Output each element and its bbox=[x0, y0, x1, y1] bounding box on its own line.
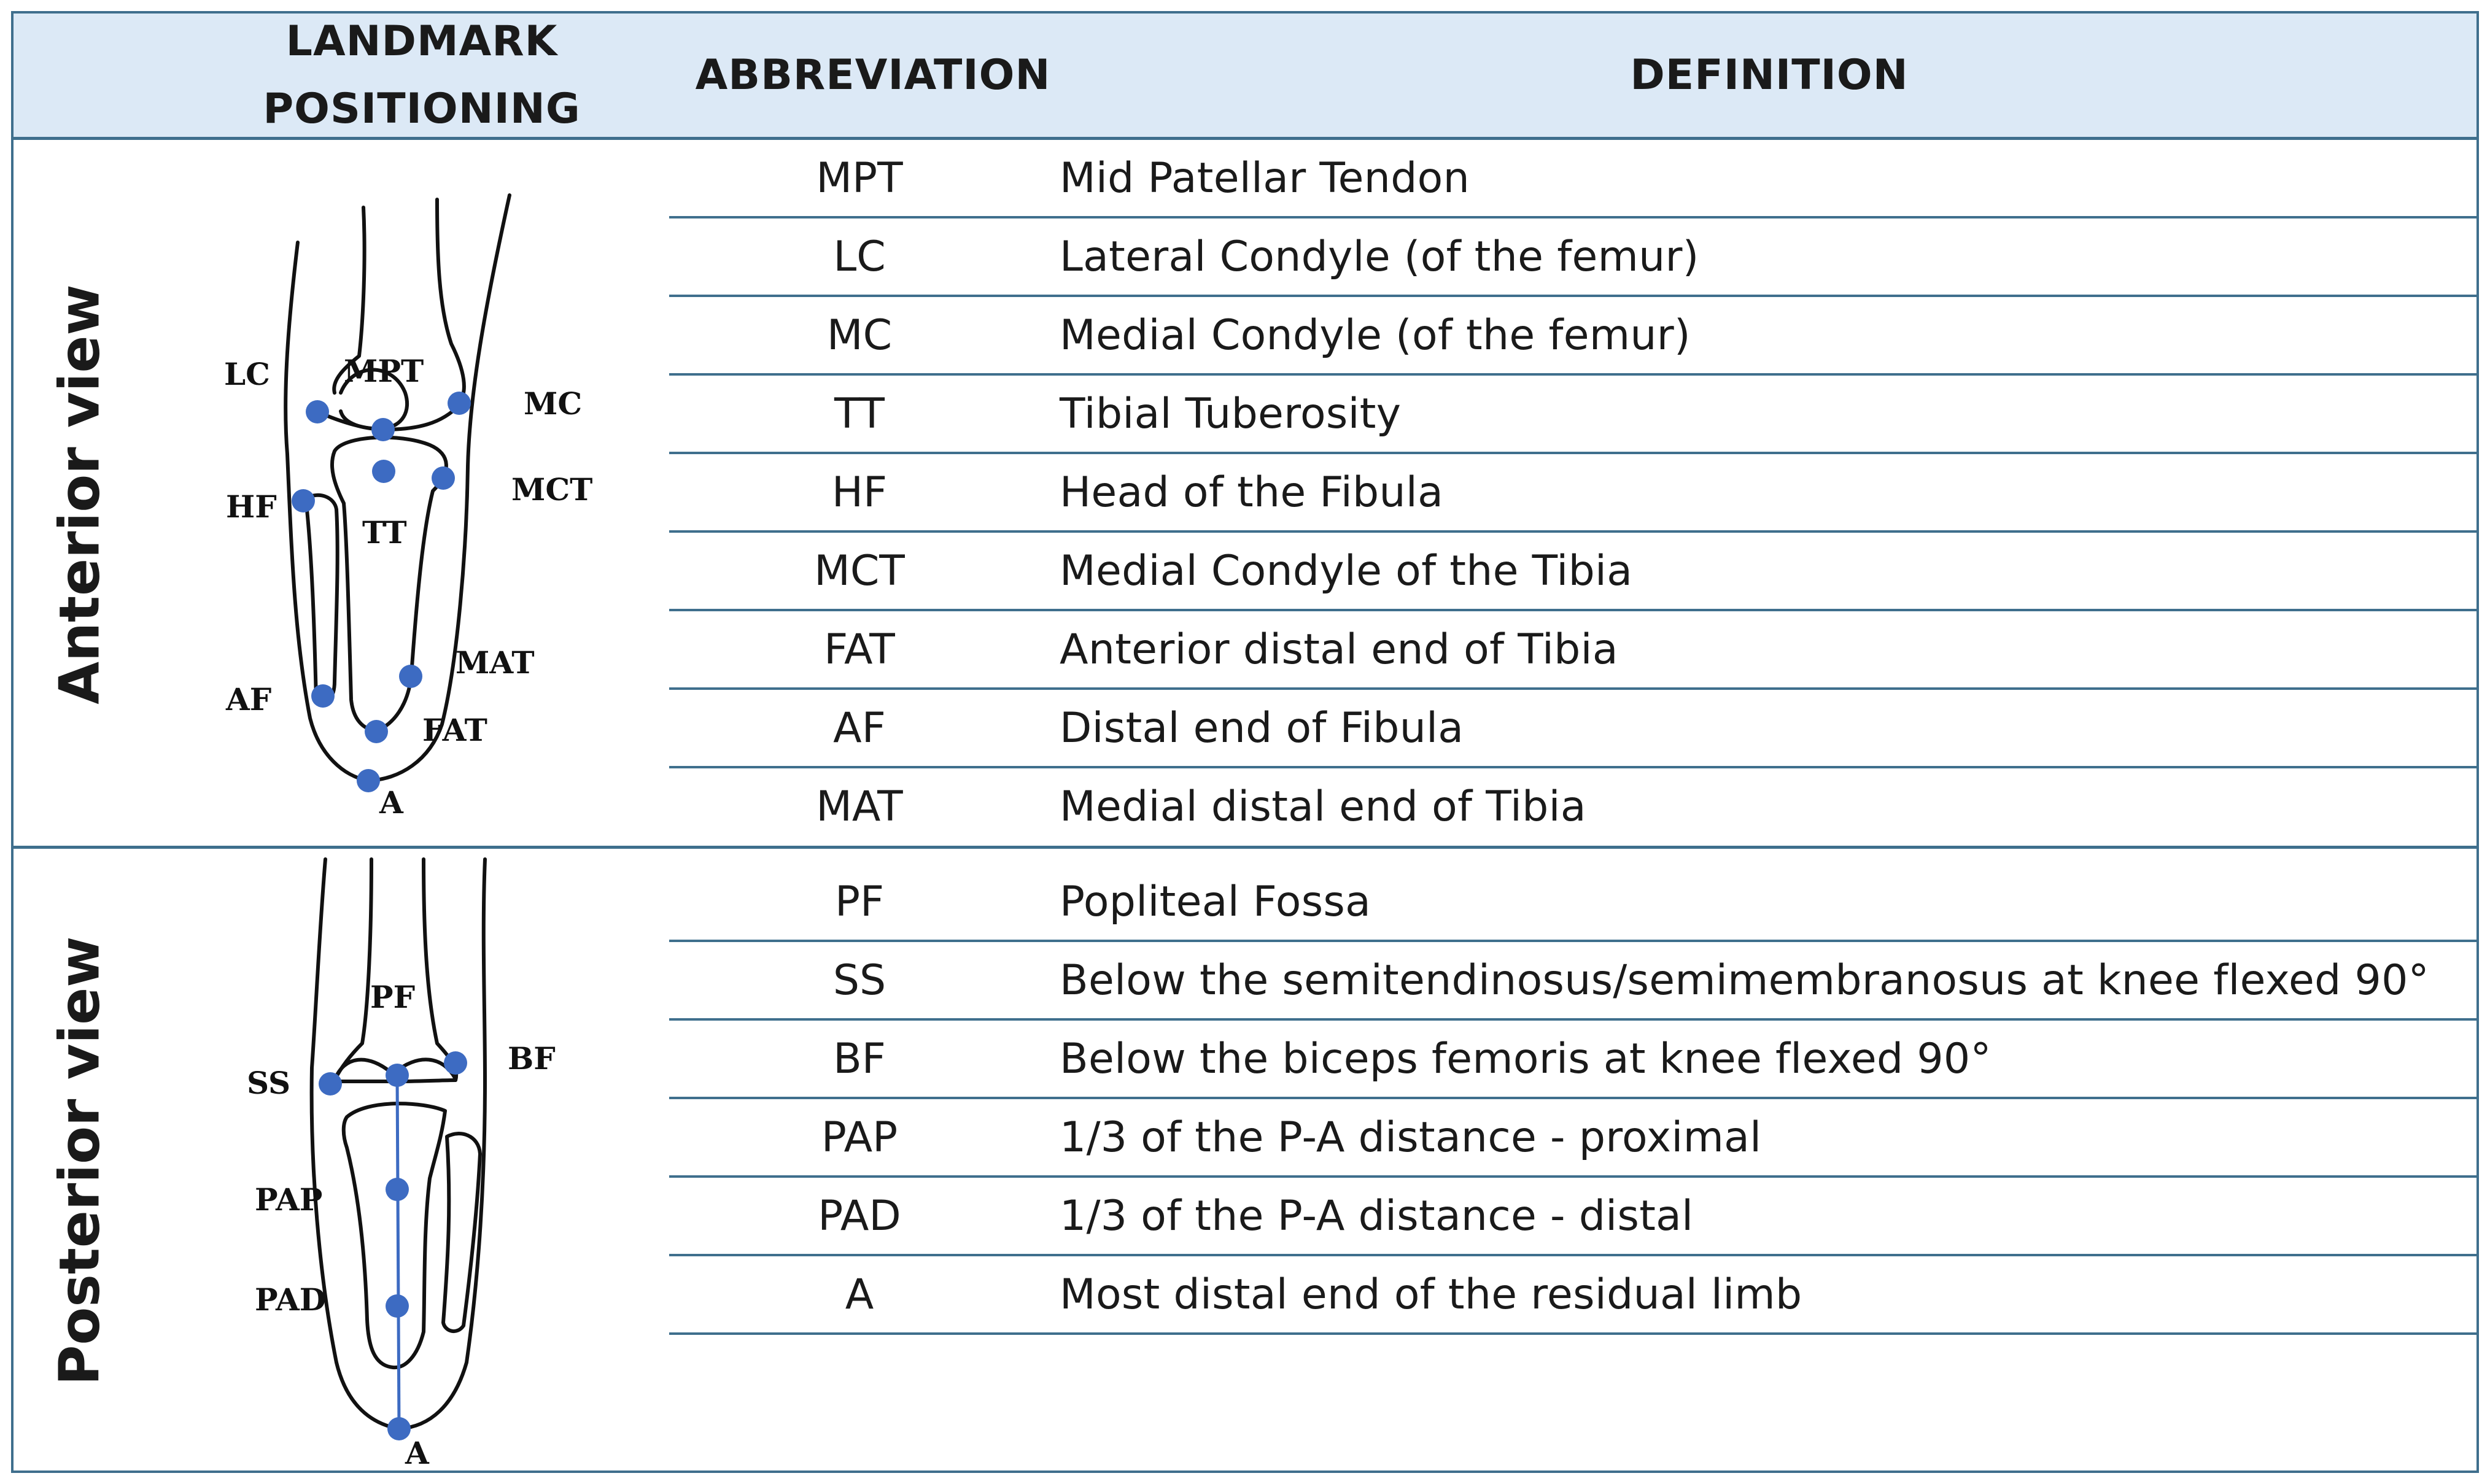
row-abbreviation: MCT bbox=[814, 546, 905, 595]
row-definition: Anterior distal end of Tibia bbox=[1060, 625, 1618, 674]
landmark-dot-ss bbox=[319, 1072, 342, 1096]
label-fat: FAT bbox=[422, 712, 487, 748]
posterior-view-text: Posterior view bbox=[47, 936, 112, 1386]
label-a-anterior: A bbox=[379, 784, 403, 821]
fibula-outline bbox=[306, 495, 338, 702]
landmark-dot-pf bbox=[386, 1064, 409, 1087]
femur-medial-line bbox=[437, 199, 464, 405]
row-abbreviation: LC bbox=[833, 232, 886, 281]
posterior-femur-line-1 bbox=[335, 859, 371, 1080]
landmark-dot-hf bbox=[292, 489, 315, 512]
posterior-diagram bbox=[247, 859, 556, 1471]
header-definition: DEFINITION bbox=[1630, 50, 1909, 99]
row-abbreviation: FAT bbox=[824, 625, 895, 674]
row-abbreviation: SS bbox=[832, 956, 886, 1005]
table-row bbox=[669, 1021, 2476, 1099]
row-abbreviation: A bbox=[845, 1270, 874, 1319]
label-pad: PAD bbox=[255, 1281, 327, 1318]
table-row bbox=[669, 140, 2476, 218]
landmark-dot-mpt bbox=[371, 418, 395, 441]
posterior-femur-line-2 bbox=[424, 859, 456, 1080]
label-af: AF bbox=[226, 681, 272, 717]
row-definition: Medial Condyle of the Tibia bbox=[1060, 546, 1633, 595]
landmark-dot-fat bbox=[365, 720, 388, 743]
row-abbreviation: MPT bbox=[816, 153, 903, 203]
row-abbreviation: PF bbox=[834, 877, 885, 926]
row-definition: Below the semitendinosus/semimembranosus at knee flexed 90° bbox=[1060, 956, 2429, 1005]
label-a-posterior: A bbox=[405, 1435, 429, 1471]
row-definition: 1/3 of the P-A distance - proximal bbox=[1060, 1113, 1762, 1162]
table-row bbox=[669, 690, 2476, 768]
table-row bbox=[669, 1178, 2476, 1256]
table-row bbox=[669, 1099, 2476, 1178]
table-row bbox=[669, 864, 2476, 942]
landmark-dot-tt bbox=[372, 460, 395, 483]
label-pap: PAP bbox=[255, 1181, 323, 1218]
table-row bbox=[669, 218, 2476, 297]
label-bf: BF bbox=[508, 1040, 556, 1076]
row-abbreviation: TT bbox=[834, 389, 885, 438]
anterior-view-text: Anterior view bbox=[47, 284, 112, 705]
table-row bbox=[669, 297, 2476, 376]
posterior-tibia-outline bbox=[344, 1103, 445, 1367]
label-pf: PF bbox=[370, 979, 416, 1015]
landmark-dot-mct bbox=[432, 466, 455, 490]
row-definition: Most distal end of the residual limb bbox=[1060, 1270, 1802, 1319]
label-tt: TT bbox=[362, 514, 407, 551]
row-definition: Medial Condyle (of the femur) bbox=[1060, 311, 1691, 360]
header-landmark-positioning: LANDMARK POSITIONING bbox=[263, 17, 581, 133]
row-abbreviation: PAP bbox=[821, 1113, 898, 1162]
table-row bbox=[669, 533, 2476, 611]
row-abbreviation: AF bbox=[833, 703, 886, 752]
anterior-diagram bbox=[224, 195, 592, 821]
label-mpt: MPT bbox=[344, 353, 424, 389]
table-row bbox=[669, 768, 2476, 847]
landmark-dot-lc bbox=[306, 400, 329, 423]
table-row bbox=[669, 1256, 2476, 1335]
table-row bbox=[669, 376, 2476, 454]
landmark-dot-af bbox=[311, 684, 335, 708]
row-definition: Below the biceps femoris at knee flexed 90° bbox=[1060, 1034, 1992, 1083]
landmark-dot-pap bbox=[386, 1178, 409, 1201]
row-abbreviation: MAT bbox=[816, 782, 903, 831]
row-definition: Lateral Condyle (of the femur) bbox=[1060, 232, 1699, 281]
row-definition: Popliteal Fossa bbox=[1060, 877, 1371, 926]
landmark-dot-mat bbox=[399, 665, 422, 688]
header-abbreviation: ABBREVIATION bbox=[695, 50, 1051, 99]
label-mct: MCT bbox=[511, 471, 593, 508]
landmark-dot-mc bbox=[448, 392, 471, 415]
table-row bbox=[669, 454, 2476, 533]
row-definition: Medial distal end of Tibia bbox=[1060, 782, 1586, 831]
landmark-table-rows bbox=[669, 140, 2476, 1335]
label-hf: HF bbox=[226, 489, 277, 525]
label-mat: MAT bbox=[456, 644, 535, 681]
row-abbreviation: PAD bbox=[818, 1191, 901, 1240]
label-mc: MC bbox=[524, 385, 583, 422]
row-definition: Distal end of Fibula bbox=[1060, 703, 1464, 752]
pa-distance-line bbox=[397, 1075, 399, 1429]
row-abbreviation: MC bbox=[826, 311, 893, 360]
landmark-dot-pad bbox=[386, 1294, 409, 1318]
row-definition: Mid Patellar Tendon bbox=[1060, 153, 1470, 203]
landmark-dot-bf bbox=[444, 1051, 467, 1075]
label-lc: LC bbox=[224, 356, 270, 392]
table-row bbox=[669, 611, 2476, 690]
label-ss: SS bbox=[247, 1065, 291, 1101]
row-abbreviation: BF bbox=[833, 1034, 886, 1083]
table-row bbox=[669, 942, 2476, 1021]
landmark-dot-a-anterior bbox=[357, 769, 380, 792]
row-definition: Tibial Tuberosity bbox=[1060, 389, 1402, 438]
row-abbreviation: HF bbox=[831, 468, 888, 517]
row-definition: 1/3 of the P-A distance - distal bbox=[1060, 1191, 1694, 1240]
row-definition: Head of the Fibula bbox=[1060, 468, 1444, 517]
